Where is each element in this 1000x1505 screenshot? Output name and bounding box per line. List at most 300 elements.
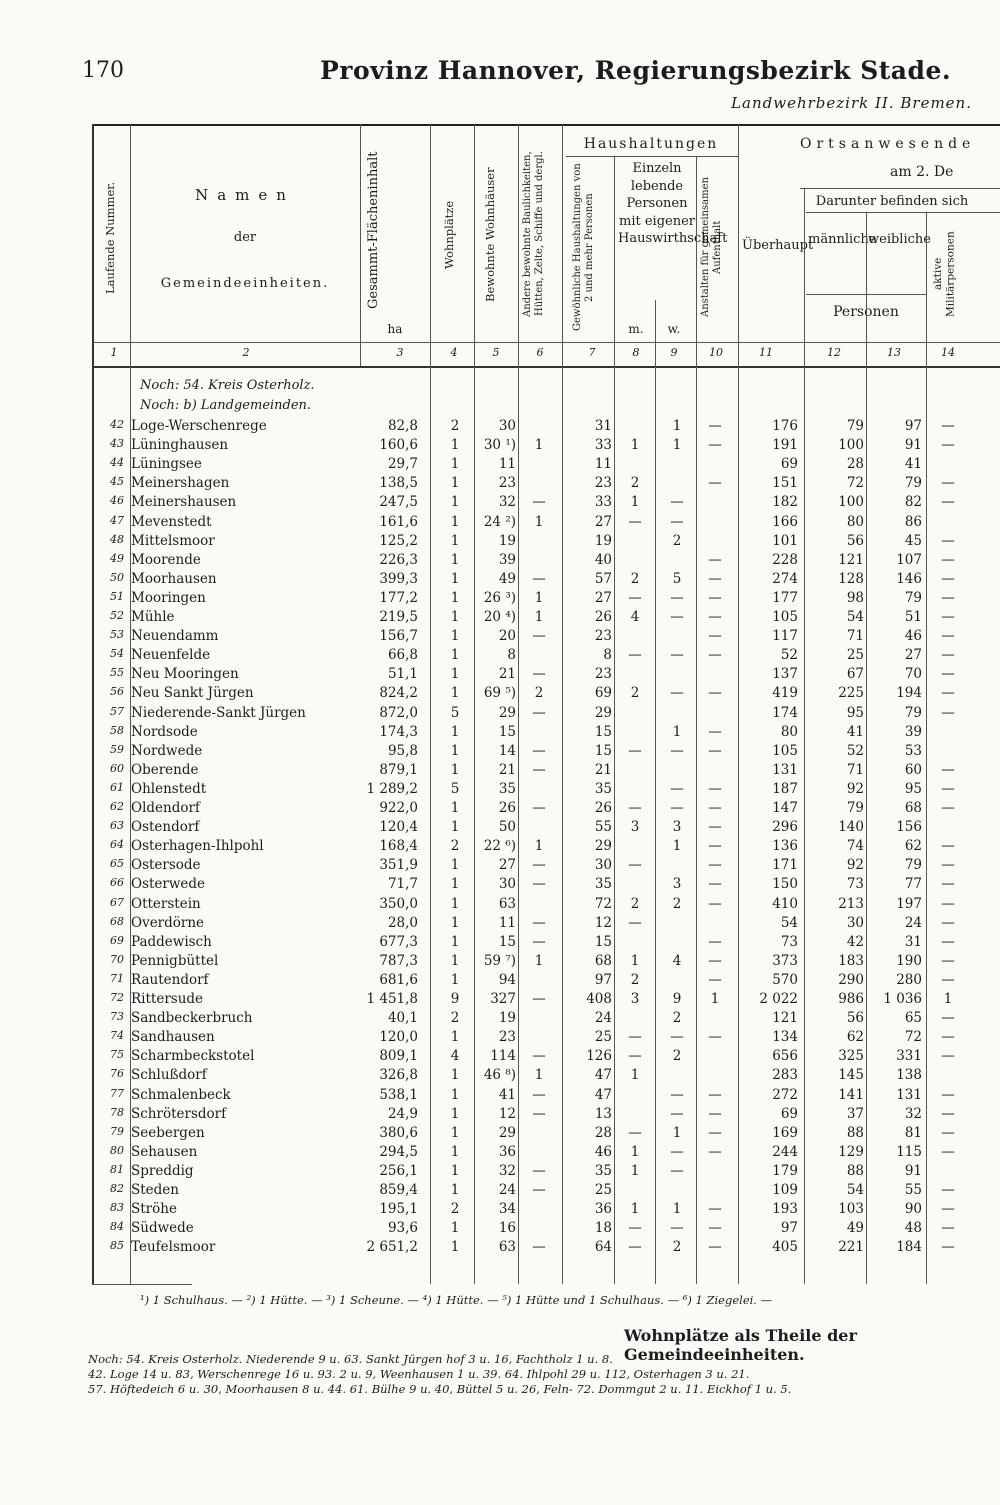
row-einzeln-w: 2 xyxy=(672,1010,682,1027)
row-einzeln-m: — xyxy=(628,513,642,530)
row-area: 2 651,2 xyxy=(366,1239,418,1256)
row-weiblich: 70 xyxy=(904,666,922,683)
row-weiblich: 53 xyxy=(904,742,922,759)
row-wohnplaetze: 1 xyxy=(450,1086,460,1103)
colnum: 4 xyxy=(450,346,458,359)
row-number: 82 xyxy=(110,1182,124,1195)
row-weiblich: 146 xyxy=(896,570,922,587)
table-row xyxy=(0,743,1000,762)
row-haushaltungen: 28 xyxy=(594,1124,612,1141)
row-ueberhaupt: 109 xyxy=(772,1182,798,1198)
row-weiblich: 86 xyxy=(904,513,922,530)
row-militaer: — xyxy=(941,1105,955,1122)
row-name: Rautendorf xyxy=(131,971,209,988)
row-area: 399,3 xyxy=(379,570,418,587)
table-row xyxy=(0,590,1000,609)
row-einzeln-w: 1 xyxy=(672,838,682,855)
row-number: 54 xyxy=(110,647,124,661)
row-anstalten: — xyxy=(708,685,722,702)
row-weiblich: 156 xyxy=(896,819,922,836)
row-name: Loge-Werschenrege xyxy=(131,418,267,434)
row-weiblich: 82 xyxy=(904,494,922,511)
row-anstalten: — xyxy=(708,1239,722,1256)
row-andere: 1 xyxy=(534,609,544,625)
row-area: 809,1 xyxy=(379,1048,418,1065)
row-maennlich: 73 xyxy=(846,876,864,893)
row-maennlich: 986 xyxy=(838,991,864,1007)
row-wohnhaeuser: 27 xyxy=(498,857,516,874)
row-ueberhaupt: 2 022 xyxy=(759,991,798,1007)
row-haushaltungen: 97 xyxy=(594,971,612,988)
row-area: 138,5 xyxy=(379,475,418,492)
row-area: 120,4 xyxy=(379,819,418,836)
row-area: 256,1 xyxy=(379,1162,418,1179)
row-maennlich: 56 xyxy=(846,532,864,549)
row-anstalten: — xyxy=(708,1086,722,1103)
row-haushaltungen: 26 xyxy=(594,800,612,816)
row-einzeln-m: — xyxy=(628,1239,642,1256)
row-number: 47 xyxy=(110,513,124,527)
row-haushaltungen: 35 xyxy=(594,1162,612,1179)
row-weiblich: 184 xyxy=(896,1239,922,1256)
row-area: 161,6 xyxy=(379,513,418,530)
row-haushaltungen: 25 xyxy=(594,1029,612,1046)
row-einzeln-w: — xyxy=(670,589,684,606)
row-wohnhaeuser: 32 xyxy=(498,1162,516,1179)
row-name: Nordwede xyxy=(131,742,203,759)
row-area: 922,0 xyxy=(379,800,418,816)
wohnplaetze-line: Noch: 54. Kreis Osterholz. Niederende 9 u. 63. Sankt Jürgen hof 3 u. 16, Fachtholz 1 u. 8. xyxy=(88,1352,613,1366)
row-wohnhaeuser: 11 xyxy=(498,456,516,473)
row-ueberhaupt: 182 xyxy=(772,494,798,511)
row-maennlich: 290 xyxy=(838,971,864,988)
row-militaer: — xyxy=(941,838,955,855)
row-wohnplaetze: 1 xyxy=(450,895,460,912)
row-maennlich: 183 xyxy=(838,952,864,969)
row-number: 78 xyxy=(110,1105,124,1119)
row-area: 226,3 xyxy=(379,551,418,568)
row-haushaltungen: 68 xyxy=(594,952,612,969)
row-andere: — xyxy=(532,857,546,874)
row-haushaltungen: 25 xyxy=(594,1182,612,1198)
row-weiblich: 81 xyxy=(904,1124,922,1141)
row-einzeln-m: 1 xyxy=(630,1162,640,1179)
row-andere: — xyxy=(532,933,546,950)
colnum: 5 xyxy=(492,346,500,359)
row-haushaltungen: 31 xyxy=(594,418,612,434)
colnum: 10 xyxy=(709,346,723,359)
row-wohnhaeuser: 23 xyxy=(498,475,516,492)
row-weiblich: 32 xyxy=(904,1105,922,1122)
row-wohnhaeuser: 63 xyxy=(498,1239,516,1256)
row-ueberhaupt: 150 xyxy=(772,876,798,893)
row-name: Seebergen xyxy=(131,1124,205,1141)
row-einzeln-w: 1 xyxy=(672,437,682,454)
row-wohnhaeuser: 16 xyxy=(498,1220,516,1237)
row-haushaltungen: 27 xyxy=(594,589,612,606)
row-andere: — xyxy=(532,1239,546,1256)
row-wohnplaetze: 1 xyxy=(450,609,460,625)
row-area: 681,6 xyxy=(379,971,418,988)
row-ueberhaupt: 151 xyxy=(772,475,798,492)
row-wohnplaetze: 1 xyxy=(450,800,460,816)
row-militaer: — xyxy=(941,933,955,950)
col-header-weibliche: weibliche xyxy=(868,232,931,247)
table-row xyxy=(0,1048,1000,1067)
row-wohnplaetze: 1 xyxy=(450,1143,460,1160)
row-haushaltungen: 26 xyxy=(594,609,612,625)
row-name: Scharmbeckstotel xyxy=(131,1048,255,1065)
col-header-name-b: der xyxy=(233,230,257,245)
row-anstalten: — xyxy=(708,819,722,836)
row-name: Schmalenbeck xyxy=(131,1086,231,1103)
row-name: Sandhausen xyxy=(131,1029,215,1046)
row-weiblich: 79 xyxy=(904,704,922,721)
table-row xyxy=(0,418,1000,437)
row-number: 63 xyxy=(110,819,124,833)
row-anstalten: — xyxy=(708,647,722,664)
row-name: Steden xyxy=(131,1182,179,1198)
row-anstalten: — xyxy=(708,1029,722,1046)
col-header-maennliche: männliche xyxy=(808,232,877,247)
row-name: Moorende xyxy=(131,551,201,568)
row-andere: — xyxy=(532,704,546,721)
row-ueberhaupt: 52 xyxy=(780,647,798,664)
row-einzeln-m: — xyxy=(628,800,642,816)
row-einzeln-w: — xyxy=(670,1162,684,1179)
table-row xyxy=(0,514,1000,533)
row-weiblich: 62 xyxy=(904,838,922,855)
row-maennlich: 54 xyxy=(846,609,864,625)
row-area: 1 451,8 xyxy=(366,991,418,1007)
row-haushaltungen: 126 xyxy=(586,1048,612,1065)
row-weiblich: 60 xyxy=(904,761,922,778)
row-area: 219,5 xyxy=(379,609,418,625)
table-row xyxy=(0,1239,1000,1258)
row-haushaltungen: 15 xyxy=(594,723,612,740)
row-haushaltungen: 33 xyxy=(594,494,612,511)
row-wohnplaetze: 1 xyxy=(450,1105,460,1122)
row-number: 69 xyxy=(110,933,124,947)
row-number: 46 xyxy=(110,494,124,508)
row-einzeln-m: 4 xyxy=(630,609,640,625)
row-weiblich: 90 xyxy=(904,1201,922,1218)
row-number: 56 xyxy=(110,685,124,699)
row-wohnhaeuser: 20 ⁴) xyxy=(483,609,516,625)
row-wohnhaeuser: 26 ³) xyxy=(483,589,516,606)
row-einzeln-w: 2 xyxy=(672,895,682,912)
row-number: 75 xyxy=(110,1048,124,1062)
row-einzeln-m: 1 xyxy=(630,437,640,454)
row-number: 59 xyxy=(110,742,124,756)
col-header-w: w. xyxy=(667,322,681,336)
row-einzeln-w: — xyxy=(670,800,684,816)
row-area: 195,1 xyxy=(379,1201,418,1218)
row-einzeln-m: — xyxy=(628,647,642,664)
row-ueberhaupt: 174 xyxy=(772,704,798,721)
row-militaer: — xyxy=(941,1143,955,1160)
row-number: 53 xyxy=(110,628,124,642)
row-weiblich: 97 xyxy=(904,418,922,434)
colnum: 14 xyxy=(941,346,955,359)
row-einzeln-w: 9 xyxy=(672,991,682,1007)
row-name: Lüninghausen xyxy=(131,437,229,454)
table-row xyxy=(0,762,1000,781)
row-area: 859,4 xyxy=(379,1182,418,1198)
row-number: 70 xyxy=(110,952,124,966)
row-einzeln-m: 1 xyxy=(630,952,640,969)
row-number: 44 xyxy=(110,456,124,470)
row-wohnhaeuser: 20 xyxy=(498,628,516,645)
row-andere: — xyxy=(532,570,546,587)
row-wohnplaetze: 2 xyxy=(450,838,460,855)
row-wohnhaeuser: 30 xyxy=(498,876,516,893)
table-row xyxy=(0,724,1000,743)
row-area: 174,3 xyxy=(379,723,418,740)
row-andere: 1 xyxy=(534,437,544,454)
row-area: 120,0 xyxy=(379,1029,418,1046)
row-militaer: — xyxy=(941,437,955,454)
row-militaer: — xyxy=(941,1029,955,1046)
row-haushaltungen: 64 xyxy=(594,1239,612,1256)
row-haushaltungen: 33 xyxy=(594,437,612,454)
row-haushaltungen: 35 xyxy=(594,876,612,893)
row-anstalten: — xyxy=(708,437,722,454)
row-wohnplaetze: 2 xyxy=(450,418,460,434)
row-ueberhaupt: 187 xyxy=(772,780,798,797)
row-weiblich: 77 xyxy=(904,876,922,893)
row-weiblich: 331 xyxy=(896,1048,922,1065)
row-maennlich: 225 xyxy=(838,685,864,702)
row-area: 40,1 xyxy=(387,1010,418,1027)
colnum: 3 xyxy=(396,346,404,359)
row-ueberhaupt: 80 xyxy=(780,723,798,740)
row-number: 49 xyxy=(110,551,124,565)
row-einzeln-m: 2 xyxy=(630,570,640,587)
row-maennlich: 92 xyxy=(846,857,864,874)
colnum: 13 xyxy=(887,346,901,359)
row-area: 350,0 xyxy=(379,895,418,912)
row-maennlich: 28 xyxy=(846,456,864,473)
row-area: 125,2 xyxy=(379,532,418,549)
row-andere: — xyxy=(532,914,546,931)
row-maennlich: 141 xyxy=(838,1086,864,1103)
row-wohnhaeuser: 29 xyxy=(498,1124,516,1141)
row-maennlich: 67 xyxy=(846,666,864,683)
row-einzeln-m: — xyxy=(628,1124,642,1141)
row-weiblich: 68 xyxy=(904,800,922,816)
row-ueberhaupt: 131 xyxy=(772,761,798,778)
row-haushaltungen: 23 xyxy=(594,628,612,645)
row-weiblich: 1 036 xyxy=(883,991,922,1007)
row-area: 177,2 xyxy=(379,589,418,606)
row-maennlich: 88 xyxy=(846,1124,864,1141)
row-anstalten: — xyxy=(708,800,722,816)
row-haushaltungen: 29 xyxy=(594,704,612,721)
row-einzeln-w: — xyxy=(670,513,684,530)
table-row xyxy=(0,1163,1000,1182)
group-header-haushaltungen: Haushaltungen xyxy=(583,136,719,152)
row-weiblich: 138 xyxy=(896,1067,922,1084)
row-ueberhaupt: 274 xyxy=(772,570,798,587)
row-name: Otterstein xyxy=(131,895,201,912)
row-maennlich: 95 xyxy=(846,704,864,721)
table-row xyxy=(0,456,1000,475)
row-area: 351,9 xyxy=(379,857,418,874)
row-haushaltungen: 69 xyxy=(594,685,612,702)
row-maennlich: 128 xyxy=(838,570,864,587)
colnum: 9 xyxy=(670,346,678,359)
row-name: Neuendamm xyxy=(131,628,219,645)
row-einzeln-m: — xyxy=(628,857,642,874)
row-maennlich: 80 xyxy=(846,513,864,530)
row-einzeln-m: 1 xyxy=(630,1067,640,1084)
row-wohnhaeuser: 19 xyxy=(498,1010,516,1027)
row-weiblich: 197 xyxy=(896,895,922,912)
row-name: Paddewisch xyxy=(131,933,212,950)
row-haushaltungen: 30 xyxy=(594,857,612,874)
row-wohnplaetze: 1 xyxy=(450,933,460,950)
row-andere: — xyxy=(532,742,546,759)
row-name: Osterhagen-Ihlpohl xyxy=(131,838,264,855)
row-number: 48 xyxy=(110,532,124,546)
table-row xyxy=(0,685,1000,704)
row-weiblich: 79 xyxy=(904,857,922,874)
row-militaer: — xyxy=(941,551,955,568)
row-wohnhaeuser: 114 xyxy=(490,1048,516,1065)
row-militaer: — xyxy=(941,1239,955,1256)
table-row xyxy=(0,781,1000,800)
row-ueberhaupt: 69 xyxy=(780,1105,798,1122)
row-name: Osterwede xyxy=(131,876,206,893)
row-number: 71 xyxy=(110,971,124,985)
row-number: 80 xyxy=(110,1143,124,1157)
row-wohnhaeuser: 32 xyxy=(498,494,516,511)
row-maennlich: 213 xyxy=(838,895,864,912)
row-number: 45 xyxy=(110,475,124,489)
row-wohnhaeuser: 26 xyxy=(498,800,516,816)
row-andere: — xyxy=(532,876,546,893)
row-name: Rittersude xyxy=(131,991,204,1007)
header-bottom-rule xyxy=(92,342,1000,343)
table-row xyxy=(0,666,1000,685)
row-anstalten: — xyxy=(708,551,722,568)
row-anstalten: — xyxy=(708,895,722,912)
row-wohnhaeuser: 24 xyxy=(498,1182,516,1198)
row-maennlich: 54 xyxy=(846,1182,864,1198)
row-haushaltungen: 15 xyxy=(594,933,612,950)
row-einzeln-m: 1 xyxy=(630,1201,640,1218)
row-maennlich: 72 xyxy=(846,475,864,492)
row-haushaltungen: 72 xyxy=(594,895,612,912)
row-wohnhaeuser: 21 xyxy=(498,761,516,778)
row-maennlich: 56 xyxy=(846,1010,864,1027)
row-anstalten: — xyxy=(708,780,722,797)
col-header-gewoehnliche: Gewöhnliche Haushaltungen von 2 und mehr Personen xyxy=(572,163,595,332)
row-name: Ohlenstedt xyxy=(131,780,207,797)
row-ueberhaupt: 137 xyxy=(772,666,798,683)
table-bottom-rule xyxy=(92,1284,192,1285)
row-wohnhaeuser: 14 xyxy=(498,742,516,759)
row-wohnhaeuser: 34 xyxy=(498,1201,516,1218)
row-area: 824,2 xyxy=(379,685,418,702)
row-wohnhaeuser: 94 xyxy=(498,971,516,988)
row-weiblich: 79 xyxy=(904,475,922,492)
row-name: Ostendorf xyxy=(131,819,200,836)
row-area: 538,1 xyxy=(379,1086,418,1103)
row-maennlich: 74 xyxy=(846,838,864,855)
row-name: Südwede xyxy=(131,1220,194,1237)
row-wohnhaeuser: 24 ²) xyxy=(483,513,516,530)
row-militaer: — xyxy=(941,761,955,778)
row-anstalten: — xyxy=(708,876,722,893)
row-area: 160,6 xyxy=(379,437,418,454)
row-ueberhaupt: 105 xyxy=(772,609,798,625)
table-row xyxy=(0,1201,1000,1220)
row-area: 24,9 xyxy=(387,1105,418,1122)
row-number: 73 xyxy=(110,1010,124,1024)
row-maennlich: 37 xyxy=(846,1105,864,1122)
row-maennlich: 140 xyxy=(838,819,864,836)
row-militaer: — xyxy=(941,418,955,434)
row-einzeln-w: 1 xyxy=(672,723,682,740)
row-weiblich: 115 xyxy=(896,1143,922,1160)
row-ueberhaupt: 97 xyxy=(780,1220,798,1237)
row-haushaltungen: 8 xyxy=(603,647,612,664)
row-weiblich: 45 xyxy=(904,532,922,549)
row-ueberhaupt: 656 xyxy=(772,1048,798,1065)
footnotes: ¹) 1 Schulhaus. — ²) 1 Hütte. — ³) 1 Scheune. — ⁴) 1 Hütte. — ⁵) 1 Hütte und 1 Schulhaus. — ⁶) 1 Ziegelei. — xyxy=(140,1293,773,1307)
row-ueberhaupt: 105 xyxy=(772,742,798,759)
colnum: 2 xyxy=(242,346,250,359)
row-wohnhaeuser: 15 xyxy=(498,723,516,740)
row-anstalten: — xyxy=(708,589,722,606)
row-maennlich: 30 xyxy=(846,914,864,931)
row-einzeln-w: — xyxy=(670,1029,684,1046)
row-number: 65 xyxy=(110,857,124,871)
row-weiblich: 24 xyxy=(904,914,922,931)
row-wohnplaetze: 1 xyxy=(450,494,460,511)
row-area: 93,6 xyxy=(387,1220,418,1237)
row-militaer: — xyxy=(941,609,955,625)
row-area: 71,7 xyxy=(387,876,418,893)
row-wohnplaetze: 1 xyxy=(450,437,460,454)
row-militaer: — xyxy=(941,876,955,893)
row-weiblich: 72 xyxy=(904,1029,922,1046)
row-haushaltungen: 35 xyxy=(594,780,612,797)
wohnplaetze-line: 42. Loge 14 u. 83, Werschenrege 16 u. 93. 2 u. 9, Weenhausen 1 u. 39. 64. Ihlpohl 29 u. 112, Osterhagen 3 u. 21. xyxy=(88,1367,750,1381)
row-militaer: — xyxy=(941,589,955,606)
row-name: Oldendorf xyxy=(131,800,200,816)
row-andere: — xyxy=(532,1048,546,1065)
row-number: 67 xyxy=(110,895,124,909)
table-row xyxy=(0,1087,1000,1106)
row-name: Pennigbüttel xyxy=(131,952,219,969)
row-weiblich: 95 xyxy=(904,780,922,797)
row-name: Schlußdorf xyxy=(131,1067,207,1084)
row-wohnhaeuser: 327 xyxy=(490,991,516,1007)
row-ueberhaupt: 134 xyxy=(772,1029,798,1046)
row-einzeln-m: 2 xyxy=(630,971,640,988)
table-row xyxy=(0,934,1000,953)
row-anstalten: — xyxy=(708,570,722,587)
col-header-anstalten: Anstalten für gemeinsamen Aufenthalt xyxy=(700,177,723,318)
col-header-nr: Laufende Nummer. xyxy=(103,181,117,294)
row-andere: 1 xyxy=(534,838,544,855)
group-header-einzeln: Einzeln lebende Personen mit eigener Hauswirthschaft xyxy=(618,161,728,247)
row-militaer: — xyxy=(941,570,955,587)
row-einzeln-w: 2 xyxy=(672,532,682,549)
